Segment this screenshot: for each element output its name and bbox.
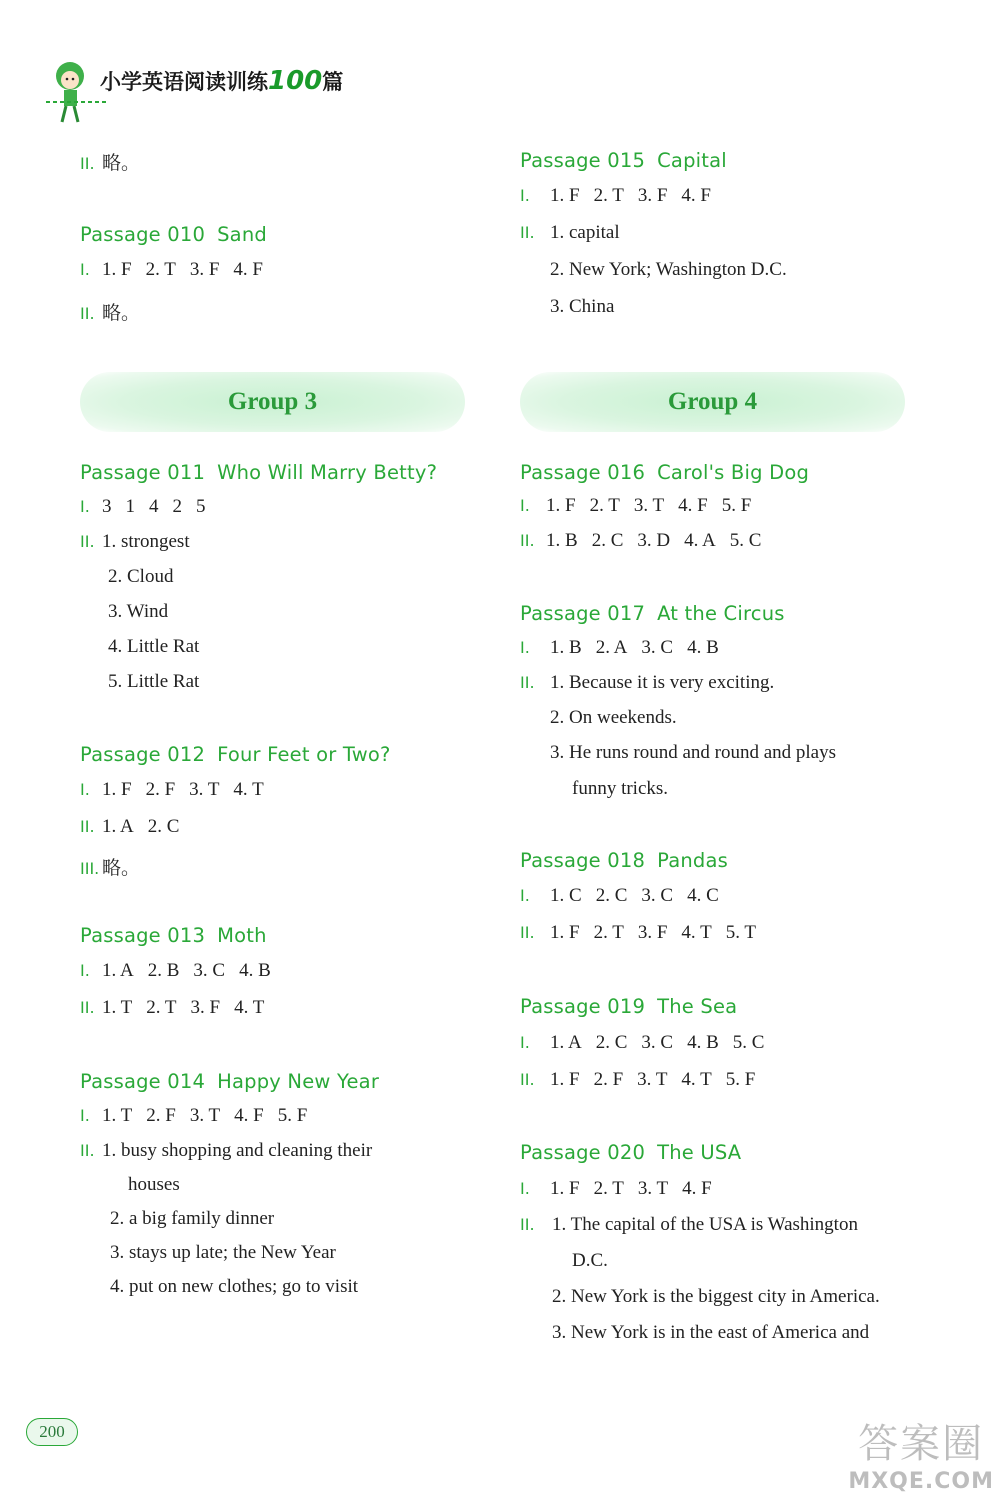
book-title-text: 小学英语阅读训练: [100, 70, 268, 94]
roman-numeral: II.: [80, 1141, 95, 1160]
answer-row: [520, 185, 725, 207]
passage-name: Pandas: [657, 849, 728, 872]
answer: 1. F: [546, 495, 576, 516]
roman-numeral: II.: [80, 532, 95, 551]
answer: 2. T: [589, 495, 620, 516]
answer-row: [80, 816, 193, 838]
answer: 1. F: [550, 922, 580, 943]
answer-text: 2. a big family dinner: [110, 1208, 275, 1229]
answer-row: [80, 148, 140, 175]
answer: 4. T: [681, 1069, 712, 1090]
passage-name: Sand: [217, 223, 267, 246]
passage-title: [520, 149, 727, 172]
answer: 1. A: [102, 816, 134, 837]
watermark-logo-text: 答案圈: [858, 1421, 985, 1467]
answer: 2. C: [595, 1032, 628, 1053]
passage-number: Passage 015: [520, 149, 646, 172]
roman-numeral: I.: [80, 260, 90, 279]
answer: 2: [172, 496, 182, 517]
answer-text: 3. New York is in the east of America and: [552, 1322, 870, 1343]
roman-numeral: I.: [80, 1106, 90, 1125]
passage-number: Passage 019: [520, 995, 646, 1018]
answer: 4. B: [239, 960, 271, 981]
passage-title: [80, 924, 267, 947]
passage-name: Capital: [657, 149, 727, 172]
answer: 3. T: [189, 1105, 221, 1126]
answer-text: 1. busy shopping and cleaning their: [102, 1140, 373, 1161]
answer: 1. A: [550, 1032, 582, 1053]
passage-title: [80, 743, 391, 766]
answer: 1. C: [550, 885, 582, 906]
answer: 1. F: [550, 1069, 580, 1090]
answer-row: [520, 885, 733, 907]
answer: 1. F: [550, 185, 580, 206]
answer-text: 1. The capital of the USA is Washington: [552, 1214, 858, 1235]
roman-numeral: I.: [520, 496, 530, 515]
answer: 3. C: [193, 960, 226, 981]
answer-row: [80, 853, 140, 880]
answer: 3: [102, 496, 112, 517]
roman-numeral: II.: [520, 223, 535, 242]
answer-row: [520, 672, 774, 694]
answer: 4. B: [687, 637, 719, 658]
answer: 2. T: [593, 1178, 624, 1199]
watermark-url: MXQE.COM: [848, 1469, 994, 1494]
passage-number: Passage 012: [80, 743, 206, 766]
answer-text: 略。: [102, 858, 141, 879]
answer: 3. C: [641, 637, 674, 658]
passage-number: Passage 010: [80, 223, 206, 246]
answer-text: houses: [128, 1174, 180, 1195]
answer: 4. B: [687, 1032, 719, 1053]
answer: 4. A: [684, 530, 716, 551]
roman-numeral: II.: [80, 304, 95, 323]
answer: 1: [125, 496, 135, 517]
roman-numeral: I.: [520, 886, 530, 905]
answer: 2. F: [146, 1105, 176, 1126]
passage-title: [520, 1141, 741, 1164]
roman-numeral: II.: [520, 923, 535, 942]
answer-text: 1. capital: [550, 222, 620, 243]
answer-text: funny tricks.: [572, 778, 669, 799]
answer-row: [80, 531, 190, 553]
answer-text: 略。: [102, 153, 141, 174]
answer: 5. T: [725, 922, 756, 943]
roman-numeral: II.: [520, 673, 535, 692]
answer-text: 3. China: [550, 296, 615, 317]
passage-name: The USA: [657, 1141, 742, 1164]
passage-title: [520, 849, 728, 872]
answer: 4. F: [678, 495, 708, 516]
answer: 1. T: [102, 1105, 133, 1126]
answer: 1. F: [102, 779, 132, 800]
answer: 4. F: [681, 185, 711, 206]
answer: 5: [196, 496, 206, 517]
answer: 2. B: [147, 960, 180, 981]
roman-numeral: II.: [80, 817, 95, 836]
answer-row: [520, 222, 620, 244]
answer-text: 1. Because it is very exciting.: [550, 672, 775, 693]
passage-name: Carol's Big Dog: [657, 461, 810, 484]
answer-row: [80, 259, 277, 281]
answer: 4. T: [233, 779, 264, 800]
answer: 1. B: [546, 530, 578, 551]
answer-text: 2. New York is the biggest city in America.: [552, 1286, 880, 1307]
answer-row: [520, 922, 770, 944]
group-banner: Group 3: [80, 372, 465, 432]
answer: 1. F: [550, 1178, 580, 1199]
answer: 2. C: [147, 816, 180, 837]
passage-title: [520, 995, 737, 1018]
book-title-suffix: 篇: [322, 70, 344, 94]
passage-title: [520, 602, 785, 625]
passage-title: [80, 461, 437, 484]
answer-text: 3. Wind: [108, 601, 169, 622]
answer: 5. F: [725, 1069, 756, 1090]
passage-number: Passage 011: [80, 461, 206, 484]
group-banner: Group 4: [520, 372, 905, 432]
answer-text: 5. Little Rat: [108, 671, 200, 692]
passage-number: Passage 016: [520, 461, 646, 484]
passage-number: Passage 013: [80, 924, 206, 947]
answer-text: D.C.: [572, 1250, 608, 1271]
answer-row: [520, 1214, 858, 1236]
answer-text: 2. New York; Washington D.C.: [550, 259, 787, 280]
roman-numeral: II.: [80, 998, 95, 1017]
answer-row: [520, 637, 733, 659]
page-header: [38, 58, 458, 128]
answer: 5. F: [721, 495, 752, 516]
answer: 4. F: [234, 1105, 264, 1126]
answer-text: 4. Little Rat: [108, 636, 200, 657]
answer: 2. C: [591, 530, 624, 551]
answer: 4. F: [682, 1178, 712, 1199]
answer-text: 2. Cloud: [108, 566, 174, 587]
answer: 1. F: [102, 259, 132, 280]
answer: 2. F: [145, 779, 176, 800]
roman-numeral: I.: [80, 961, 90, 980]
answer: 3. T: [633, 495, 665, 516]
answer: 4. T: [234, 997, 265, 1018]
answer: 3. T: [637, 1069, 668, 1090]
answer: 1. T: [102, 997, 133, 1018]
roman-numeral: I.: [80, 497, 90, 516]
answer-text: 2. On weekends.: [550, 707, 677, 728]
answer-row: [520, 1032, 778, 1054]
answer: 2. T: [593, 185, 624, 206]
passage-number: Passage 018: [520, 849, 646, 872]
answer-row: [520, 1178, 726, 1200]
roman-numeral: I.: [80, 780, 90, 799]
answer: 4. T: [681, 922, 712, 943]
watermark: [848, 1412, 994, 1494]
answer-row: [80, 496, 220, 518]
passage-name: The Sea: [657, 995, 738, 1018]
book-title: [100, 66, 343, 96]
answer: 5. F: [277, 1105, 308, 1126]
passage-name: Who Will Marry Betty?: [217, 461, 438, 484]
passage-number: Passage 017: [520, 602, 646, 625]
answer-text: 略。: [102, 303, 141, 324]
answer: 3. C: [641, 885, 674, 906]
answer-row: [80, 1105, 321, 1127]
answer-text: 1. strongest: [102, 531, 190, 552]
answer-row: [520, 1069, 769, 1091]
passage-number: Passage 020: [520, 1141, 646, 1164]
answer: 4. F: [233, 259, 263, 280]
roman-numeral: II.: [520, 531, 535, 550]
passage-name: Four Feet or Two?: [217, 743, 391, 766]
passage-name: Moth: [217, 924, 267, 947]
roman-numeral: II.: [520, 1070, 535, 1089]
passage-name: At the Circus: [657, 602, 785, 625]
answer-row: [80, 298, 140, 325]
answer: 3. F: [190, 997, 221, 1018]
answer: 1. B: [550, 637, 582, 658]
roman-numeral: II.: [520, 1215, 535, 1234]
roman-numeral: I.: [520, 638, 530, 657]
answer-row: [80, 779, 278, 801]
answer: 4. C: [687, 885, 719, 906]
roman-numeral: III.: [80, 859, 100, 878]
answer: 2. T: [146, 997, 177, 1018]
answer: 2. F: [593, 1069, 624, 1090]
book-title-number: 100: [268, 66, 323, 96]
answer-text: 3. stays up late; the New Year: [110, 1242, 336, 1263]
answer-row: [80, 997, 278, 1019]
answer: 3. F: [189, 259, 220, 280]
answer: 5. C: [732, 1032, 765, 1053]
answer: 1. A: [102, 960, 134, 981]
passage-title: [80, 223, 267, 246]
answer: 3. T: [637, 1178, 669, 1199]
answer-row: [520, 530, 775, 552]
answer-row: [80, 1140, 372, 1162]
answer: 5. C: [729, 530, 762, 551]
answer: 3. F: [637, 922, 668, 943]
answer-text: 4. put on new clothes; go to visit: [110, 1276, 359, 1297]
passage-number: Passage 014: [80, 1070, 206, 1093]
roman-numeral: I.: [520, 1033, 530, 1052]
answer: 2. T: [145, 259, 176, 280]
answer: 2. A: [595, 637, 628, 658]
answer: 3. D: [637, 530, 671, 551]
passage-title: [80, 1070, 379, 1093]
answer: 2. T: [593, 922, 624, 943]
answer-text: 3. He runs round and round and plays: [550, 742, 837, 763]
answer-row: [520, 495, 765, 517]
answer: 3. T: [189, 779, 220, 800]
answer: 3. C: [641, 1032, 674, 1053]
passage-title: [520, 461, 809, 484]
answer-row: [80, 960, 285, 982]
answer: 4: [149, 496, 159, 517]
answer: 3. F: [637, 185, 668, 206]
roman-numeral: II.: [80, 154, 95, 173]
answer: 2. C: [595, 885, 628, 906]
roman-numeral: I.: [520, 186, 530, 205]
page-number: 200: [26, 1418, 78, 1446]
passage-name: Happy New Year: [217, 1070, 380, 1093]
roman-numeral: I.: [520, 1179, 530, 1198]
